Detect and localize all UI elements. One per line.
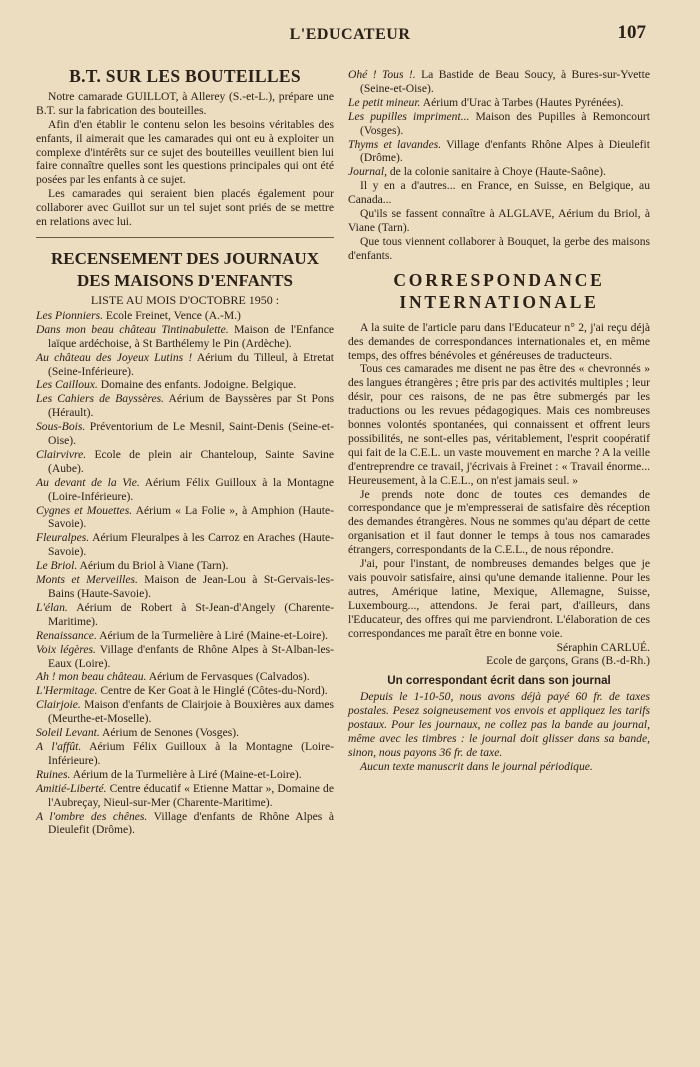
list-item [36, 726, 334, 740]
journal-name: Monts et Merveilles. [36, 573, 138, 587]
journal-name: Cygnes et Mouettes. [36, 503, 133, 517]
list-item [36, 323, 334, 351]
journal-name: A l'affût. [36, 739, 82, 753]
journal-name: Amitié-Liberté. [36, 781, 107, 795]
journal-name: Fleuralpes. [36, 531, 90, 545]
list-item [36, 670, 334, 684]
list-item [36, 573, 334, 601]
journal-name: Journal, [348, 165, 387, 179]
bt-paragraph: Notre camarade GUILLOT, à Allerey (S.-et-L.), prépare une B.T. sur la fabrication des bouteilles. [36, 89, 334, 117]
correspondance-heading [348, 269, 650, 313]
journal-details: Aérium Félix Guilloux à la Montagne (Loire-Inférieure). [48, 475, 334, 503]
recensement-subheading: LISTE AU MOIS D'OCTOBRE 1950 : [90, 292, 280, 307]
notice-paragraph: Depuis le 1-10-50, nous avons déjà payé 60 fr. de taxes postales. Pesez soigneusement vos envois et appliquez les tarifs postaux. Pour les journaux, ne collez pas la bande au journal, même avec les timbres : le journal doit glisser dans sa bande, sinon, nous payons 36 fr. de taxe. [348, 690, 650, 759]
journal-details: Aérium de Fervasques (Calvados). [146, 670, 310, 684]
bt-paragraph: Afin d'en établir le contenu selon les besoins véritables des enfants, il aimerait que les camarades qui ont eu à exploiter un complexe d'intérêts sur ce sujet des bouteilles veuillent bien lui faire connaître quelles sont les questions principales qui ont été posées par les enfants à ce sujet. [36, 117, 334, 187]
right-column [348, 68, 650, 774]
journal-details: Aérium de Senones (Vosges). [99, 726, 239, 740]
closing-paragraph: Qu'ils se fassent connaître à ALGLAVE, Aérium du Briol, à Viane (Tarn). [348, 207, 650, 234]
journal-name: Le petit mineur. [348, 95, 421, 109]
list-item [36, 448, 334, 476]
correspondance-heading-line1: CORRESPONDANCE [393, 269, 605, 290]
bt-paragraph: Les camarades qui seraient bien placés également pour collaborer avec Guillot sur un tel sujet sont priés de se mettre en relations avec lui. [36, 187, 334, 229]
journal-name: Clairvivre. [36, 447, 87, 461]
journal-name: Soleil Levant. [36, 726, 100, 740]
journal-details: La Bastide de Beau Soucy, à Bures-sur-Yvette (Seine-et-Oise). [360, 68, 650, 95]
journal-details: Aérium de la Turmelière à Liré (Maine-et-Loire). [70, 767, 302, 781]
notice-paragraph: Aucun texte manuscrit dans le journal périodique. [360, 759, 593, 773]
journal-details: Village d'enfants de Rhône Alpes à Dieulefit (Drôme). [48, 809, 334, 837]
closing-paragraph: Que tous viennent collaborer à Bouquet, la gerbe des maisons d'enfants. [348, 234, 650, 262]
journal-details: Domaine des enfants. Jodoigne. Belgique. [97, 378, 297, 392]
journal-details: Aérium du Tilleul, à Etretat (Seine-Inférieure). [48, 350, 334, 378]
section-divider [36, 237, 334, 238]
journal-details: Aérium Félix Guilloux à la Montagne (Loire-Inférieure). [48, 739, 334, 767]
list-item [36, 420, 334, 448]
journal-name: L'élan. [36, 600, 68, 614]
bt-heading: B.T. SUR LES BOUTEILLES [69, 66, 301, 86]
journal-details: Aérium Fleuralpes à les Carroz en Araches (Haute-Savoie). [48, 531, 334, 559]
journal-title: L'EDUCATEUR [289, 26, 411, 43]
journal-details: de la colonie sanitaire à Choye (Haute-Saône). [386, 165, 606, 179]
list-item [348, 165, 650, 179]
correspondance-paragraph: Je prends note donc de toutes ces demandes de correspondance que je m'empresserai de satisfaire dès réception des demandes étrangères. Nous ne sommes qu'au départ de cette organisation et il faut donner le temps à tous nos camarades étrangers, correspondants de la C.E.L., de nous répondre. [348, 487, 650, 557]
journal-name: Le Briol. [36, 559, 78, 573]
list-item [36, 601, 334, 629]
journal-list-continued [348, 68, 650, 179]
list-item [348, 138, 650, 166]
journal-name: A l'ombre des chênes. [36, 809, 148, 823]
correspondance-heading-line2: INTERNATIONALE [399, 291, 599, 312]
journal-name: Les Cahiers de Bayssères. [36, 392, 165, 406]
left-column [36, 68, 334, 837]
list-item [36, 768, 334, 782]
page-header [0, 22, 700, 50]
list-item [348, 110, 650, 138]
journal-list [36, 309, 334, 837]
journal-details: Aérium « La Folie », à Amphion (Haute-Savoie). [48, 503, 334, 531]
journal-name: Dans mon beau château Tintinabulette. [36, 322, 229, 336]
closing-paragraph: Il y en a d'autres... en France, en Suisse, en Belgique, au Canada... [348, 179, 650, 207]
signature-name: Séraphin CARLUÉ. [556, 640, 650, 654]
list-item [36, 629, 334, 643]
journal-details: Village d'enfants de Rhône Alpes à St-Alban-les-Eaux (Loire). [48, 642, 334, 670]
list-item [36, 684, 334, 698]
list-item [36, 559, 334, 573]
list-item [348, 68, 650, 96]
recensement-heading-line2: DES MAISONS D'ENFANTS [76, 270, 293, 290]
journal-details: Ecole de plein air Chanteloup, Sainte Savine (Aube). [48, 447, 334, 475]
journal-details: Village d'enfants Rhône Alpes à Dieulefit (Drôme). [360, 137, 650, 165]
journal-name: Les Cailloux. [36, 378, 98, 392]
journal-name: Au devant de la Vie. [36, 475, 140, 489]
journal-details: Aérium de la Turmelière à Liré (Maine-et-Loire). [96, 628, 329, 642]
journal-details: Maison de Jean-Lou à St-Gervais-les-Bains (Haute-Savoie). [48, 573, 334, 600]
journal-details: Aérium d'Urac à Tarbes (Hautes Pyrénées). [420, 95, 624, 109]
journal-name: Sous-Bois. [36, 420, 86, 434]
correspondance-paragraph: A la suite de l'article paru dans l'Educateur n° 2, j'ai reçu déjà des demandes de correspondances internationales et, en même temps, des offres bénévoles et généreuses de traducteurs. [348, 320, 650, 362]
journal-details: Maison des Pupilles à Remoncourt (Vosges). [360, 109, 650, 137]
list-item [348, 96, 650, 110]
journal-details: Ecole Freinet, Vence (A.-M.) [103, 308, 241, 322]
journal-details: Centre éducatif « Etienne Mattar », Domaine de l'Aubreçay, Nieul-sur-Mer (Charente-Maritime). [48, 781, 334, 809]
notice-heading: Un correspondant écrit dans son journal [387, 674, 611, 688]
list-item [36, 643, 334, 671]
recensement-heading-line1: RECENSEMENT DES JOURNAUX [51, 248, 319, 268]
list-item [36, 476, 334, 504]
list-item [36, 782, 334, 810]
journal-name: Ah ! mon beau château. [36, 670, 147, 684]
list-item [36, 309, 334, 323]
journal-name: Ruines. [36, 767, 71, 781]
journal-name: Les Pionniers. [36, 308, 103, 322]
journal-name: Thyms et lavandes. [348, 137, 442, 151]
journal-details: Maison d'enfants de Clairjoie à Bouxières aux dames (Meurthe-et-Moselle). [48, 698, 334, 726]
list-item [36, 392, 334, 420]
journal-name: Ohé ! Tous !. [348, 68, 416, 81]
journal-details: Centre de Ker Goat à le Hinglé (Côtes-du-Nord). [97, 684, 328, 698]
journal-details: Préventorium de Le Mesnil, Saint-Denis (Seine-et-Oise). [48, 420, 334, 448]
journal-name: Les pupilles impriment... [348, 109, 470, 123]
journal-details: Aérium de Robert à St-Jean-d'Angely (Charente-Maritime). [48, 600, 334, 628]
recensement-heading [36, 248, 334, 292]
journal-details: Maison de l'Enfance laïque ardéchoise, à St Barthélemy le Pin (Ardèche). [48, 322, 334, 350]
list-item [36, 351, 334, 379]
list-item [36, 504, 334, 532]
list-item [36, 698, 334, 726]
list-item [36, 740, 334, 768]
list-item [36, 378, 334, 392]
journal-name: Voix légères. [36, 642, 96, 656]
journal-details: Aérium du Briol à Viane (Tarn). [77, 559, 229, 573]
correspondance-paragraph: J'ai, pour l'instant, de nombreuses demandes belges que je vais pouvoir satisfaire, ainsi qu'une demande italienne. Pour les autres, Amérique latine, Mexique, Allemagne, Suisse, Luxembourg..., attendons. Je ferai part, d'ailleurs, dans l'Educateur, des offres qui me parviendront. L'élaboration de ces correspondances me paraît être en bonne voie. [348, 557, 650, 640]
journal-name: Clairjoie. [36, 698, 81, 712]
list-item [36, 531, 334, 559]
journal-name: Au château des Joyeux Lutins ! [36, 350, 193, 364]
page-number: 107 [617, 22, 646, 43]
signature-place: Ecole de garçons, Grans (B.-d-Rh.) [486, 654, 650, 668]
correspondance-paragraph: Tous ces camarades me disent ne pas être des « chevronnés » des langues étrangères ; être pris par des activités multiples ; leur désir, pour ces raisons, de ne pas être submergés par les traductions ou les revues pédagogiques. Mais ces nombreuses bonnes volontés spontanées, qui connaissent et offrent leurs possibilités, ne sont-elles pas, véritablement, l'esprit coopératif qui fait de la C.E.L. un vaste mouvement en marche ? A la veille d'entreprendre ce travail, j'écrivais à Freinet : « Travail énorme... Heureusement, à la C.E.L., on n'est jamais seul. » [348, 362, 650, 487]
journal-details: Aérium de Bayssères par St Pons (Hérault). [48, 392, 334, 420]
list-item [36, 810, 334, 838]
journal-name: L'Hermitage. [36, 684, 98, 698]
journal-name: Renaissance. [36, 628, 97, 642]
